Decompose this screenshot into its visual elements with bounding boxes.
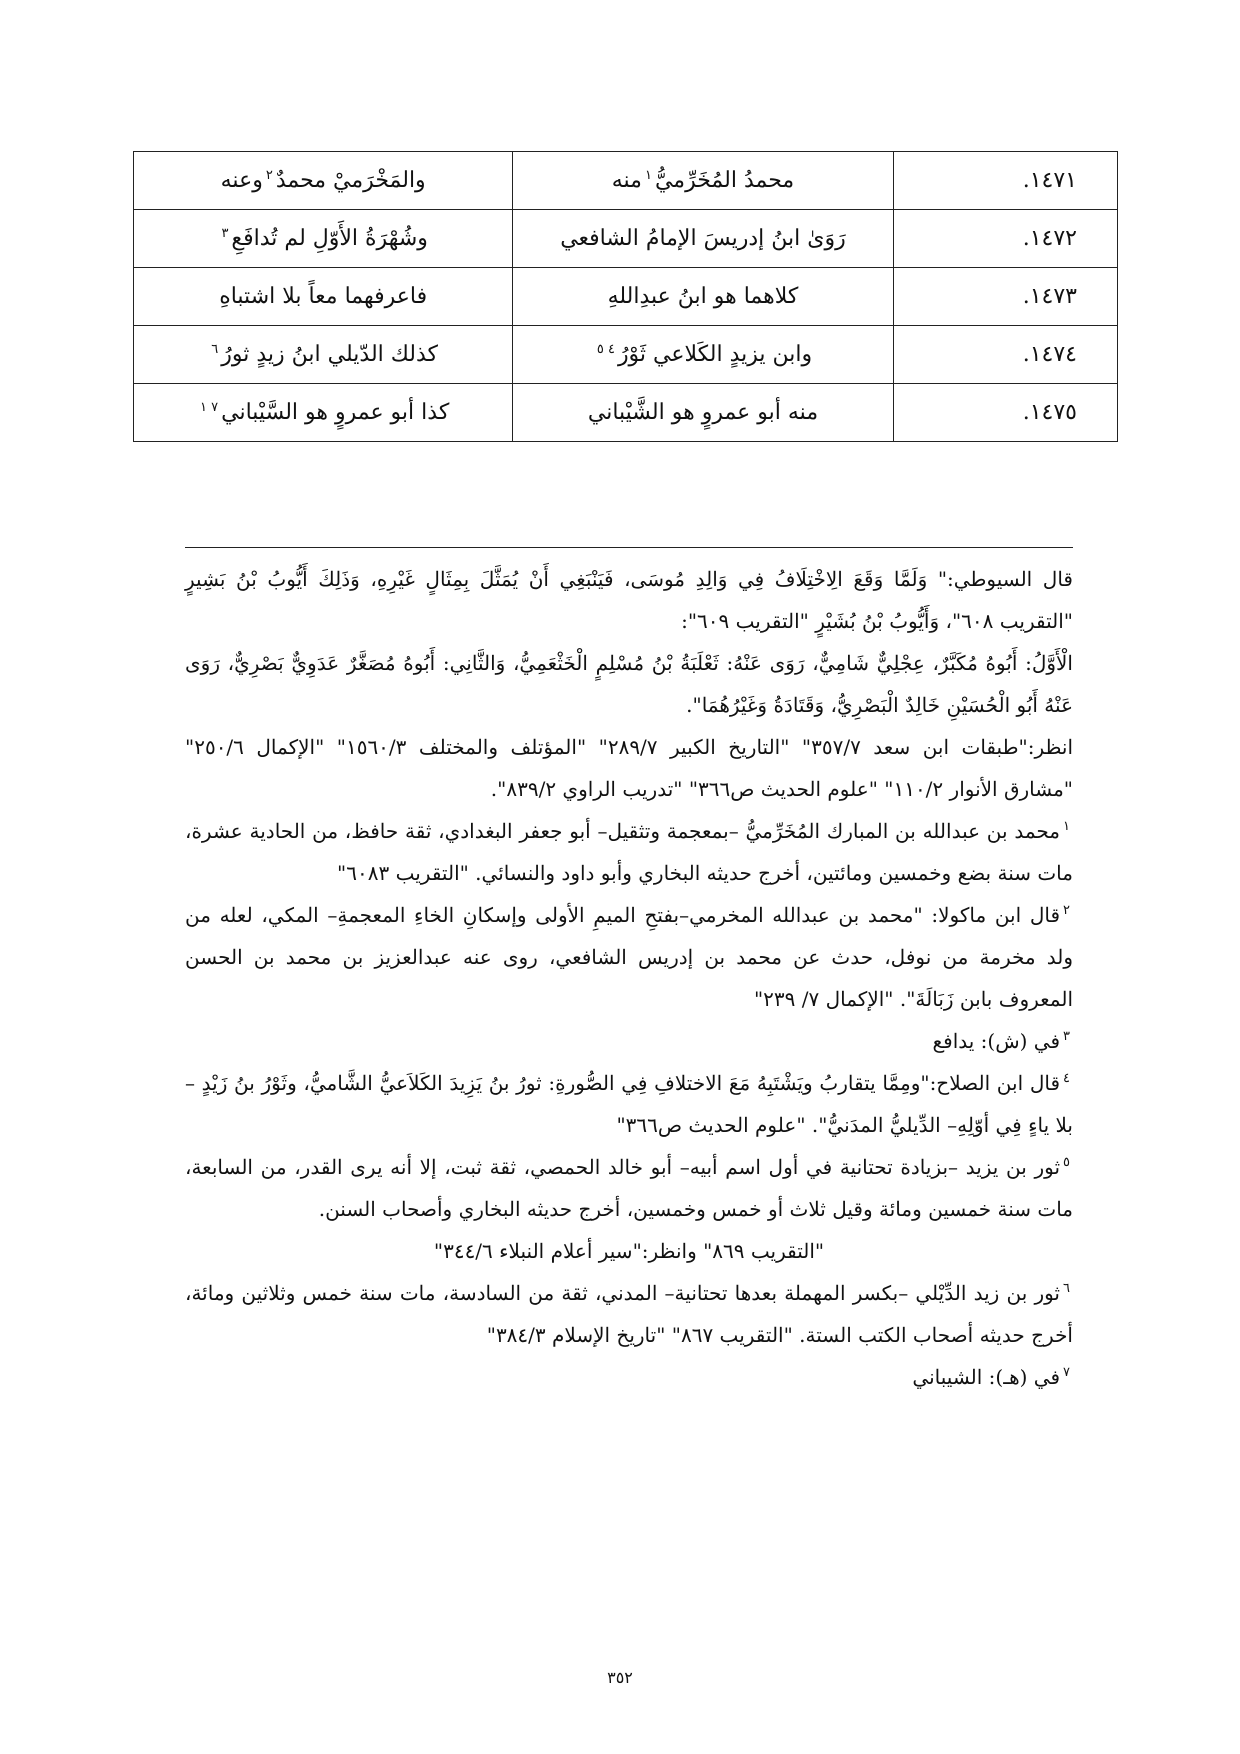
hemistich-text: منه أبو عمروٍ هو الشَّيْباني	[587, 400, 819, 425]
footnote-n-5b	[185, 1230, 1073, 1272]
footnote-text: قال ابن الصلاح:"ومِمَّا يتقاربُ ويَشْتَبِهُ مَعَ الاختلافِ فِي الصُّورةِ: ثورُ بنُ يَزِيدَ الكَلاَعيُّ الشَّاميُّ، وثَوْرُ بنُ زَيْدٍ –بلا ياءٍ فِي أوّلِهِ– الدِّيليُّ المدَنيُّ". "علوم الحديث ص٣٦٦"	[185, 1071, 1073, 1137]
footnote-n-intro-2	[185, 642, 1073, 726]
hemistich-text: كذلك الدّيلي ابنُ زيدٍ ثورُ	[221, 342, 439, 367]
verse-row	[134, 384, 1118, 442]
footnote-text: قال ابن ماكولا: "محمد بن عبدالله المخرمي–بفتحِ الميمِ الأولى وإسكانِ الخاءِ المعجمةِ– المكي، لعله من ولد مخرمة من نوفل، حدث عن محمد بن إدريس الشافعي، روى عنه عبدالعزيز بن محمد بن الحسن المعروف بابن زَبَالَةَ". "الإكمال ٧/ ٢٣٩"	[185, 903, 1073, 1011]
footnote-text: الْأَوَّلُ: أَبُوهُ مُكَبَّرٌ، عِجْلِيٌّ شَامِيٌّ، رَوَى عَنْهُ: ثَعْلَبَةُ بْنُ مُسْلِمٍ الْخَثْعَمِيُّ، وَالثَّانِي: أَبُوهُ مُصَغَّرٌ عَدَوِيٌّ بَصْرِيٌّ، رَوَى عَنْهُ أَبُو الْحُسَيْنِ خَالِدٌ الْبَصْرِيُّ، وَقَتَادَةُ وَغَيْرُهُمَا".	[185, 651, 1073, 717]
hemistich-text: رَوَىٰ ابنُ إدريسَ الإمامُ الشافعي	[560, 226, 846, 251]
hemistich-text: كلاهما هو ابنُ عبدِاللهِ	[607, 284, 799, 309]
verse-first-hemistich	[513, 268, 893, 326]
hemistich-text-tail: منه	[611, 168, 642, 193]
footnote-text: في (ش): يدافع	[932, 1029, 1061, 1053]
footnote-marker: ١	[644, 167, 652, 183]
footnote-text: قال السيوطي:" وَلَمَّا وَقَعَ الِاخْتِلَافُ فِي وَالِدِ مُوسَى، فَيَنْبَغِي أَنْ يُمَثَّلَ بِمِثَالٍ غَيْرِهِ، وَذَلِكَ أَيُّوبُ بْنُ بَشِيرٍ "التقريب ٦٠٨"، وَأَيُّوبُ بْنُ بُشَيْرٍ "التقريب ٦٠٩":	[185, 567, 1073, 633]
footnote-text: "التقريب ٨٦٩" وانظر:"سير أعلام النبلاء ٣٤٤/٦"	[433, 1239, 825, 1263]
verse-number: ١٤٧٣.	[893, 268, 1117, 326]
footnote-marker: ٧ ١	[200, 399, 219, 415]
footnote-number: ٣	[1063, 1029, 1070, 1045]
footnote-text: ثور بن زيد الدِّيْلي –بكسر المهملة بعدها تحتانية– المدني، ثقة من السادسة، مات سنة خمس وثلاثين ومائة، أخرج حديثه أصحاب الكتب الستة. "التقريب ٨٦٧" "تاريخ الإسلام ٣٨٤/٣"	[185, 1281, 1073, 1347]
footnote-text: محمد بن عبدالله بن المبارك المُخَرِّميُّ –بمعجمة وتثقيل– أبو جعفر البغدادي، ثقة حافظ، من الحادية عشرة، مات سنة بضع وخمسين ومائتين، أخرج حديثه البخاري وأبو داود والنسائي. "التقريب ٦٠٨٣"	[185, 819, 1073, 885]
footnote-number: ٤	[1063, 1071, 1070, 1087]
footnote-marker: ٣	[221, 225, 229, 241]
verse-second-hemistich	[134, 384, 513, 442]
verse-number: ١٤٧٢.	[893, 210, 1117, 268]
verse-number: ١٤٧٤.	[893, 326, 1117, 384]
footnote-number: ٢	[1063, 903, 1070, 919]
footnote-marker: ٤ ٥	[596, 341, 615, 357]
footnote-marker: ٦	[211, 341, 219, 357]
footnote-number: ٥	[1063, 1155, 1070, 1171]
verse-second-hemistich	[134, 152, 513, 210]
footnote-number: ٦	[1063, 1281, 1070, 1297]
footnote-n-5	[185, 1146, 1073, 1230]
footnote-n-4	[185, 1062, 1073, 1146]
verse-row	[134, 210, 1118, 268]
verse-first-hemistich	[513, 210, 893, 268]
verse-row	[134, 152, 1118, 210]
verse-row	[134, 268, 1118, 326]
verse-first-hemistich	[513, 384, 893, 442]
footnote-text: انظر:"طبقات ابن سعد ٣٥٧/٧" "التاريخ الكبير ٢٨٩/٧" "المؤتلف والمختلف ١٥٦٠/٣" "الإكمال ٢٥٠/٦" "مشارق الأنوار ١١٠/٢" "علوم الحديث ص٣٦٦" "تدريب الراوي ٨٣٩/٢".	[185, 735, 1074, 801]
hemistich-text: والمَخْرَميْ محمدٌ	[275, 168, 426, 193]
footnote-n-2	[185, 894, 1073, 1020]
hemistich-text-tail: وعنه	[220, 168, 263, 193]
verse-second-hemistich	[134, 210, 513, 268]
verse-number: ١٤٧٥.	[893, 384, 1117, 442]
footnote-text: في (هـ): الشيباني	[912, 1365, 1061, 1389]
verse-second-hemistich	[134, 268, 513, 326]
verse-table	[133, 151, 1118, 442]
footnote-n-6	[185, 1272, 1073, 1356]
footnote-marker: ٢	[265, 167, 273, 183]
verse-table-body	[134, 152, 1118, 442]
footnote-n-1	[185, 810, 1073, 894]
footnote-n-7	[185, 1356, 1073, 1398]
verse-first-hemistich	[513, 152, 893, 210]
hemistich-text: كذا أبو عمروٍ هو السَّيْباني	[221, 400, 450, 425]
footnote-number: ١	[1063, 819, 1070, 835]
hemistich-text: محمدُ المُخَرِّميُّ	[654, 168, 795, 193]
page-number: ٣٥٢	[607, 1668, 633, 1687]
footnote-n-intro-3	[185, 726, 1073, 810]
verse-first-hemistich	[513, 326, 893, 384]
verse-number: ١٤٧١.	[893, 152, 1117, 210]
hemistich-text: وابن يزيدٍ الكَلاعي ثَوْرُ	[617, 342, 813, 367]
footnote-n-3	[185, 1020, 1073, 1062]
verse-second-hemistich	[134, 326, 513, 384]
hemistich-text: وشُهْرَةُ الأَوّلِ لم تُدافَعِ	[231, 226, 428, 251]
verse-row	[134, 326, 1118, 384]
hemistich-text: فاعرفهما معاً بلا اشتباهِ	[219, 284, 428, 309]
footnotes	[185, 558, 1073, 1398]
footnote-number: ٧	[1063, 1365, 1070, 1381]
footnote-separator	[185, 547, 1073, 548]
footnote-text: ثور بن يزيد –بزيادة تحتانية في أول اسم أبيه– أبو خالد الحمصي، ثقة ثبت، إلا أنه يرى القدر، من السابعة، مات سنة خمسين ومائة وقيل ثلاث أو خمس وخمسين، أخرج حديثه البخاري وأصحاب السنن.	[185, 1155, 1073, 1221]
footnote-n-intro-1	[185, 558, 1073, 642]
